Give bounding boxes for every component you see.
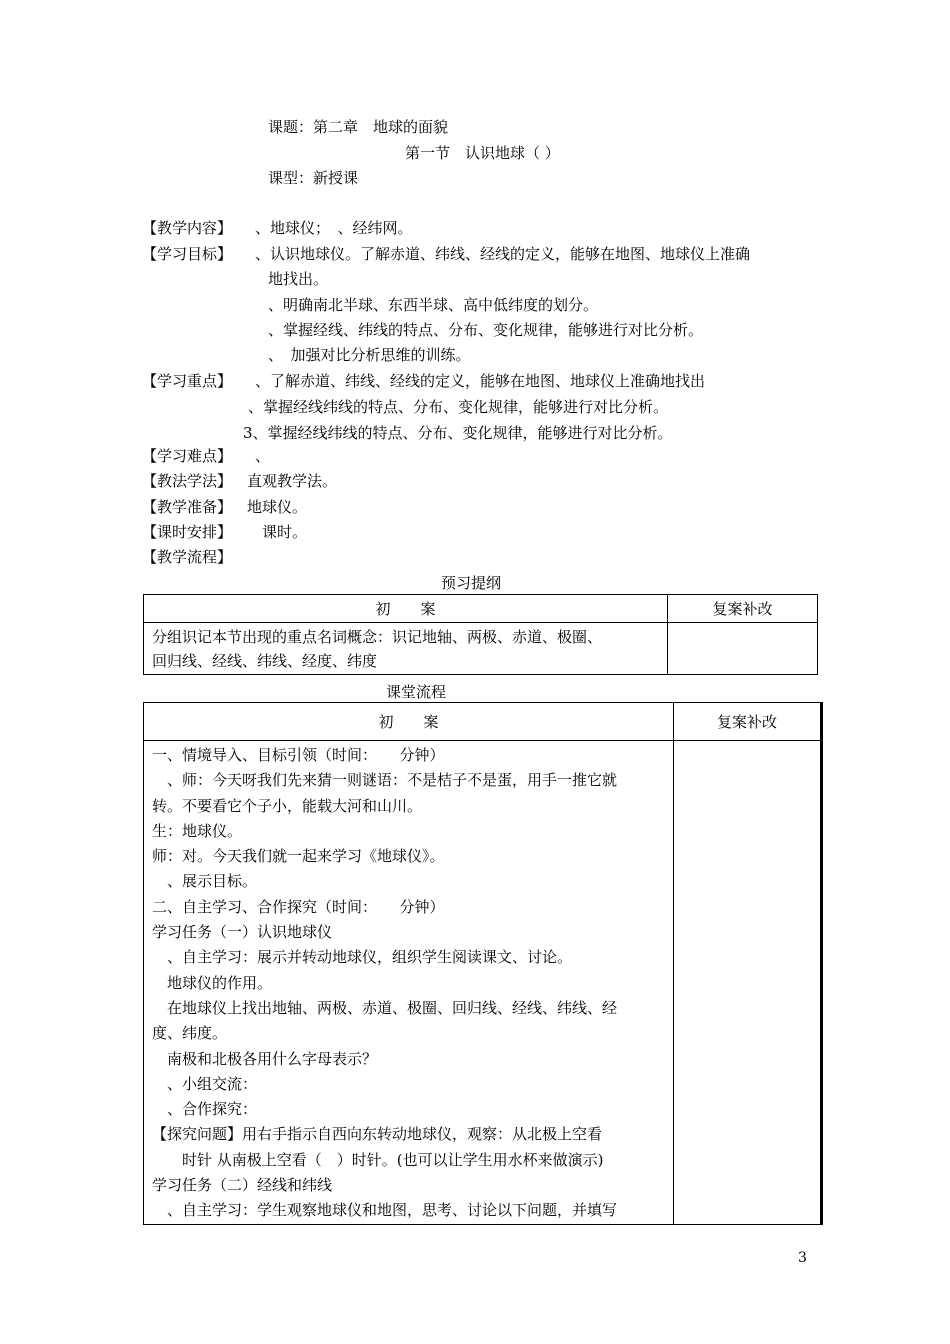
preview-col-draft: 初 案	[144, 595, 668, 623]
goal-line: 、 加强对比分析思维的训练。	[268, 346, 471, 364]
time-text: 课时。	[247, 523, 308, 541]
preview-line: 分组识记本节出现的重点名词概念：识记地轴、两极、赤道、极圈、	[152, 628, 603, 646]
goal-line: 、明确南北半球、东西半球、高中低纬度的划分。	[268, 296, 599, 314]
classroom-line: 、合作探究：	[152, 1100, 258, 1119]
method-label: 【教法学法】	[142, 472, 233, 490]
preview-title: 预习提纲	[441, 574, 502, 592]
content-label: 【教学内容】	[142, 219, 233, 237]
classroom-content	[144, 741, 674, 1225]
difficulty-text: 、	[255, 447, 271, 465]
classroom-line: 南极和北极各用什么字母表示？	[152, 1049, 378, 1068]
classroom-line: 转。不要看它个子小，能载大河和山川。	[152, 796, 423, 815]
classroom-col-draft: 初 案	[144, 703, 674, 741]
classroom-line: 、展示目标。	[152, 872, 258, 891]
focus-line: 、掌握经线纬线的特点、分布、变化规律，能够进行对比分析。	[248, 398, 669, 416]
preview-revision-cell	[668, 623, 818, 675]
lesson-topic: 课题：第二章 地球的面貌	[268, 118, 449, 136]
classroom-line: 、自主学习：学生观察地球仪和地图，思考、讨论以下问题，并填写	[152, 1201, 618, 1220]
focus-line: 、了解赤道、纬线、经线的定义，能够在地图、地球仪上准确地找出	[255, 372, 706, 390]
classroom-line: 学习任务（二）经线和纬线	[152, 1176, 333, 1195]
goal-line: 、掌握经线、纬线的特点、分布、变化规律，能够进行对比分析。	[268, 321, 704, 339]
page-number: 3	[798, 1250, 807, 1266]
classroom-line: 【探究问题】用右手指示自西向东转动地球仪，观察：从北极上空看	[152, 1125, 603, 1144]
method-text: 直观教学法。	[247, 472, 338, 490]
content-text: 、地球仪； 、经纬网。	[255, 219, 413, 237]
classroom-line: 在地球仪上找出地轴、两极、赤道、极圈、回归线、经线、纬线、经	[152, 998, 618, 1017]
classroom-line: 度、纬度。	[152, 1024, 228, 1043]
goal-line: 地找出。	[268, 270, 329, 288]
classroom-line: 、自主学习：展示并转动地球仪，组织学生阅读课文、讨论。	[152, 948, 573, 967]
lesson-section: 第一节 认识地球（ ）	[405, 144, 560, 162]
classroom-line: 地球仪的作用。	[152, 973, 273, 992]
classroom-line: 时针 从南极上空看（ ）时针。(也可以让学生用水杯来做演示)	[152, 1150, 604, 1169]
flow-label: 【教学流程】	[142, 548, 233, 566]
classroom-table	[143, 702, 823, 1225]
classroom-title: 课堂流程	[386, 683, 447, 701]
difficulty-label: 【学习难点】	[142, 447, 233, 465]
time-label: 【课时安排】	[142, 523, 233, 541]
classroom-line: 一、情境导入、目标引领（时间： 分钟）	[152, 746, 445, 764]
classroom-line: 二、自主学习、合作探究（时间： 分钟）	[152, 897, 445, 916]
classroom-line: 生：地球仪。	[152, 821, 243, 840]
classroom-line: 学习任务（一）认识地球仪	[152, 923, 333, 942]
prep-text: 地球仪。	[247, 498, 308, 516]
classroom-col-revision: 复案补改	[674, 703, 822, 741]
preview-table	[143, 594, 818, 675]
goals-label: 【学习目标】	[142, 245, 233, 263]
preview-col-revision: 复案补改	[668, 595, 818, 623]
classroom-line: 、师：今天呀我们先来猜一则谜语：不是桔子不是蛋，用手一推它就	[152, 771, 618, 790]
prep-label: 【教学准备】	[142, 498, 233, 516]
lesson-type: 课型：新授课	[268, 169, 359, 187]
preview-line: 回归线、经线、纬线、经度、纬度	[152, 652, 378, 670]
goal-line: 、认识地球仪。了解赤道、纬线、经线的定义，能够在地图、地球仪上准确	[255, 245, 751, 263]
preview-content	[144, 623, 668, 675]
classroom-line: 师：对。今天我们就一起来学习《地球仪》。	[152, 847, 445, 866]
classroom-line: 、小组交流：	[152, 1074, 258, 1093]
focus-label: 【学习重点】	[142, 372, 233, 390]
focus-line: 3、掌握经线纬线的特点、分布、变化规律，能够进行对比分析。	[243, 424, 673, 442]
classroom-revision-cell	[674, 741, 822, 1225]
